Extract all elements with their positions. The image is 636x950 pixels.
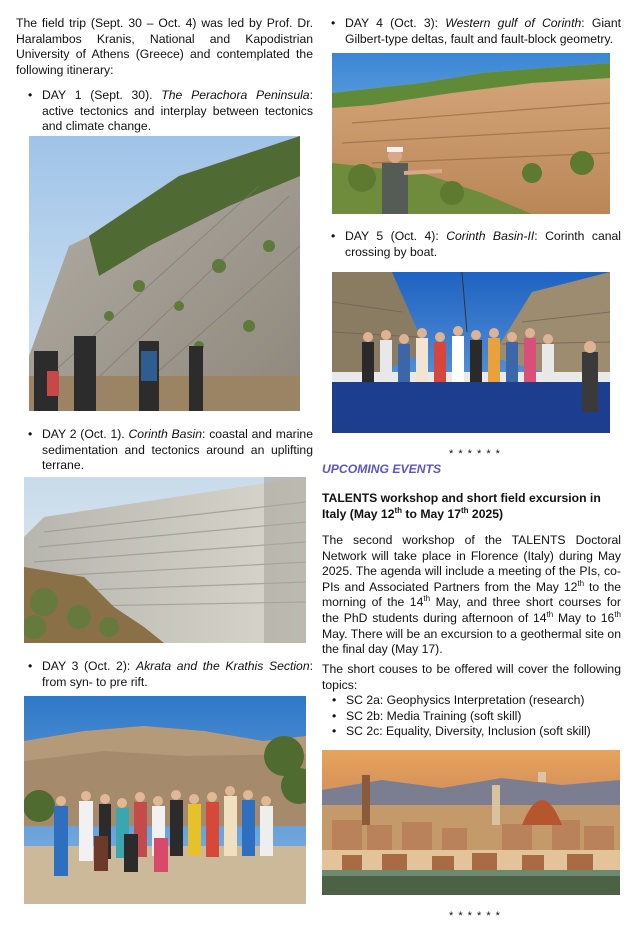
corinth-basin-photo [24,477,306,643]
day-5-place: Corinth Basin-II [446,229,535,243]
talents-title-part3: 2025) [468,506,504,521]
day-5-prefix: DAY 5 (Oct. 4): [345,229,447,243]
day-4-place: Western gulf of Corinth [445,16,582,30]
talents-title-sup1: th [394,505,403,515]
day-1-prefix: DAY 1 (Sept. 30). [42,88,162,102]
florence-photo [322,750,620,895]
talents-p1-sup4: th [614,609,621,619]
talents-p1-sup2: th [423,594,431,604]
talents-p1-sup1: th [577,578,585,588]
day-5-desc: : Corinth canal crossing by boat. [345,229,621,259]
day-2-desc: : coastal and marine sedimentation and tectonics around an uplifting terrane. [42,427,313,473]
day-3-place: Akrata and the Krathis Section [135,659,310,673]
talents-title-part1: TALENTS workshop and short field excursion in Italy (May 12 [322,491,601,521]
day-1-desc: : active tectonics and interplay between tectonics and climate change. [42,88,313,134]
day-5-item [331,229,621,260]
talents-p1-c: May, and three short courses for the PhD students during afternoon of 14 [322,595,621,625]
day-4-item [331,16,621,47]
course-item-2b: • SC 2b: Media Training (soft skill) [322,709,621,725]
day-4-desc: : Giant Gilbert-type deltas, fault and fault-block geometry. [345,16,621,46]
corinth-canal-photo [332,272,610,433]
talents-paragraph-2: The short couses to be offered will cover the following topics: [322,662,621,692]
talents-title-sup2: th [460,505,469,515]
day-1-item [28,88,313,135]
talents-p1-d: May to 16 [553,610,615,625]
day-1-place: The Perachora Peninsula [161,88,310,102]
upcoming-events-heading: UPCOMING EVENTS [322,462,442,476]
day-4-prefix: DAY 4 (Oct. 3): [345,16,446,30]
separator-1: * * * * * * [449,448,501,460]
talents-paragraph-1 [322,533,621,658]
talents-p1-sup3: th [546,609,554,619]
talents-p1-b: to the morning of the 14 [322,579,621,610]
day-3-item [28,659,313,690]
day-3-desc: : from syn- to pre rift. [42,659,313,689]
talents-p1-e: May. There will be an excursion to a geothermal site on the final day (May 17). [322,626,621,657]
akrata-group-photo [24,696,306,904]
day-2-prefix: DAY 2 (Oct. 1). [42,427,129,441]
talents-p1-a: The second workshop of the TALENTS Doctoral Network will take place in Florence (Italy) during May 2025. The agenda will include a meeting of the PIs, co-PIs and Associated Partners from the May 12 [322,533,621,594]
day-2-place: Corinth Basin [128,427,203,441]
day-2-item [28,427,313,474]
course-item-2c: • SC 2c: Equality, Diversity, Inclusion (soft skill) [322,724,621,740]
perachora-photo [29,136,300,411]
intro-paragraph: The field trip (Sept. 30 – Oct. 4) was led by Prof. Dr. Haralambos Kranis, National and Kapodistrian University of Athens (Greece) and contemplated the following itinerary: [16,16,313,77]
course-item-2a: • SC 2a: Geophysics Interpretation (research) [322,693,621,709]
talents-title-part2: to May 17 [402,506,461,521]
day-3-prefix: DAY 3 (Oct. 2): [42,659,136,673]
talents-title [322,491,621,522]
short-course-list [322,693,621,740]
western-gulf-photo [332,53,610,214]
separator-2: * * * * * * [449,910,501,922]
